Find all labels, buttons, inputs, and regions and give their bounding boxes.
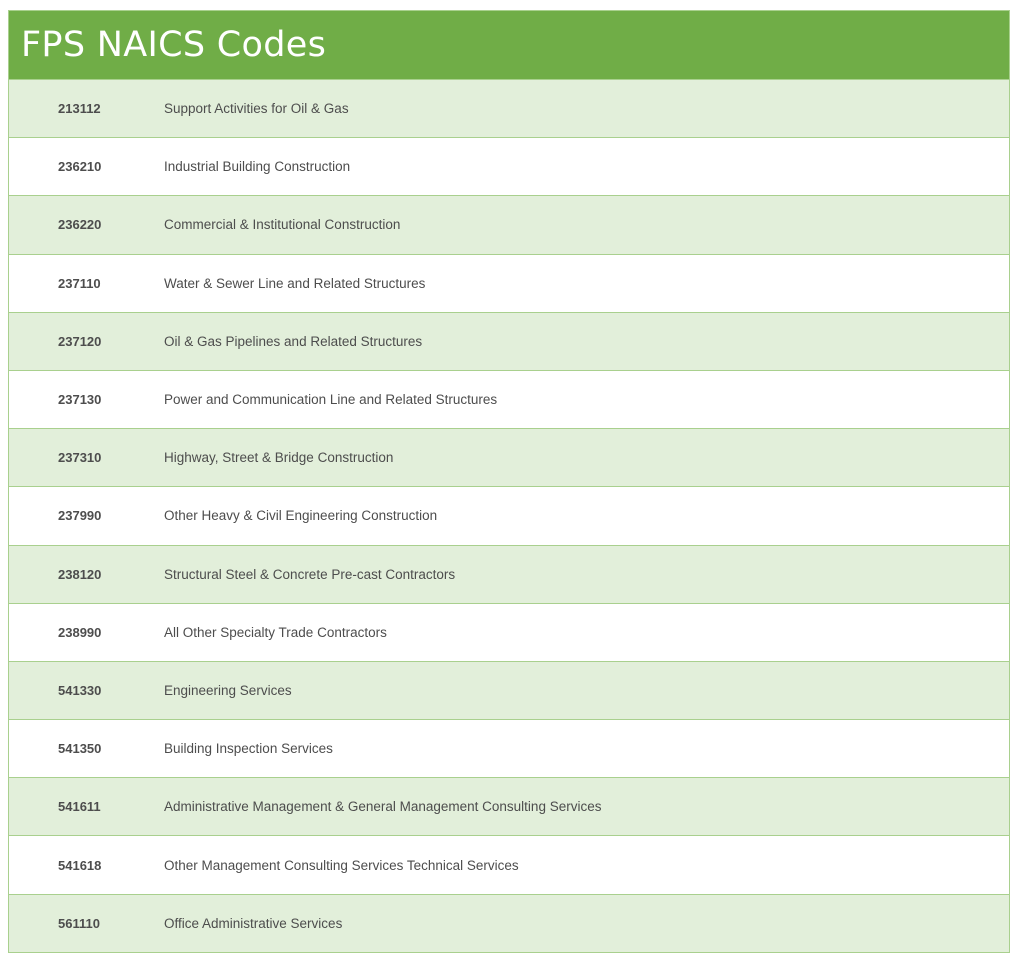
- table-row: [9, 370, 1009, 428]
- table-row: [9, 545, 1009, 603]
- naics-code: 213112: [58, 101, 101, 117]
- naics-description: Building Inspection Services: [164, 741, 333, 757]
- table-row: [9, 719, 1009, 777]
- naics-code: 238990: [58, 624, 102, 640]
- naics-description: Water & Sewer Line and Related Structures: [164, 275, 426, 291]
- table-header: [9, 11, 1009, 79]
- naics-description: Industrial Building Construction: [164, 159, 351, 175]
- naics-description: Administrative Management & General Management Consulting Services: [164, 799, 602, 815]
- naics-description: Structural Steel & Concrete Pre-cast Contractors: [164, 566, 456, 582]
- naics-code: 237990: [58, 508, 102, 524]
- naics-description: Commercial & Institutional Construction: [164, 217, 401, 233]
- naics-code: 541618: [58, 857, 102, 873]
- naics-description: Other Management Consulting Services Technical Services: [164, 857, 519, 873]
- naics-description: Other Heavy & Civil Engineering Construction: [164, 508, 438, 524]
- table-row: [9, 777, 1009, 835]
- naics-description: All Other Specialty Trade Contractors: [164, 624, 387, 640]
- page-title: FPS NAICS Codes: [21, 25, 327, 65]
- table-row: [9, 79, 1009, 137]
- naics-description: Oil & Gas Pipelines and Related Structures: [164, 333, 423, 349]
- naics-code: 541330: [58, 682, 102, 698]
- naics-code: 237120: [58, 333, 102, 349]
- naics-code: 237110: [58, 275, 101, 291]
- naics-code: 237310: [58, 450, 102, 466]
- naics-description: Highway, Street & Bridge Construction: [164, 450, 394, 466]
- naics-code: 238120: [58, 566, 102, 582]
- table-row: [9, 486, 1009, 544]
- naics-code: 561110: [58, 915, 100, 931]
- naics-description: Power and Communication Line and Related Structures: [164, 392, 498, 408]
- table-row: [9, 603, 1009, 661]
- naics-description: Support Activities for Oil & Gas: [164, 101, 349, 117]
- table-row: [9, 254, 1009, 312]
- table-row: [9, 661, 1009, 719]
- table-row: [9, 835, 1009, 893]
- table-row: [9, 312, 1009, 370]
- naics-description: Office Administrative Services: [164, 915, 343, 931]
- naics-code: 541611: [58, 799, 101, 815]
- table-row: [9, 428, 1009, 486]
- table-row: [9, 894, 1009, 952]
- table-row: [9, 137, 1009, 195]
- naics-code: 236220: [58, 217, 102, 233]
- naics-code: 541350: [58, 741, 102, 757]
- naics-code: 237130: [58, 392, 102, 408]
- table-row: [9, 195, 1009, 253]
- naics-description: Engineering Services: [164, 682, 292, 698]
- naics-table: [8, 10, 1010, 953]
- naics-code: 236210: [58, 159, 102, 175]
